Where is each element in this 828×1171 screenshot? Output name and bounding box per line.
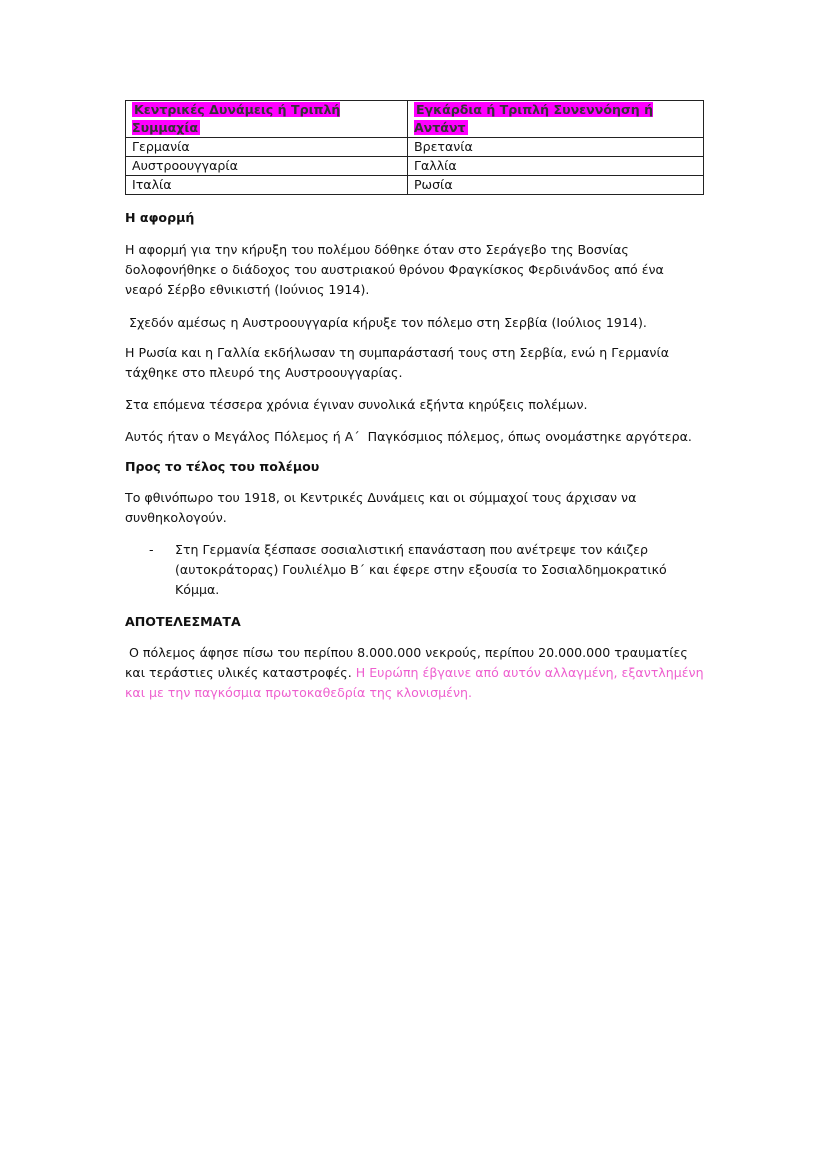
list-marker: -: [149, 542, 154, 557]
table-cell: Αυστροουγγαρία: [126, 157, 408, 176]
header-entente: Εγκάρδια ή Τριπλή Συνεννόηση ή Αντάντ: [407, 101, 703, 138]
alliances-table: [125, 100, 704, 195]
paragraph: Το φθινόπωρο του 1918, οι Κεντρικές Δυνάμεις και οι σύμμαχοί τους άρχισαν να συνθηκολογούν.: [125, 490, 637, 525]
table-cell: Ιταλία: [126, 176, 408, 195]
paragraph: Αυτός ήταν ο Μεγάλος Πόλεμος ή Α΄ Παγκόσμιος πόλεμος, όπως ονομάστηκε αργότερα.: [125, 429, 692, 444]
bullet-list: [125, 540, 685, 600]
paragraph: Η Ρωσία και η Γαλλία εκδήλωσαν τη συμπαράστασή τους στη Σερβία, ενώ η Γερμανία τάχθηκε στο πλευρό της Αυστροουγγαρίας.: [125, 345, 670, 380]
section-heading-cause: Η αφορμή: [125, 210, 195, 225]
paragraph: [125, 643, 710, 703]
table-row: [126, 138, 704, 157]
table-cell: Γαλλία: [407, 157, 703, 176]
table-row: [126, 176, 704, 195]
table-row: [126, 157, 704, 176]
table-header-row: [126, 101, 704, 138]
section-heading-end-of-war: Προς το τέλος του πολέμου: [125, 459, 320, 474]
table-cell: Ρωσία: [407, 176, 703, 195]
paragraph: Η αφορμή για την κήρυξη του πολέμου δόθηκε όταν στο Σεράγεβο της Βοσνίας δολοφονήθηκε ο διάδοχος του αυστριακού θρόνου Φραγκίσκος Φερδινάνδος από ένα νεαρό Σέρβο εθνικιστή (Ιούνιος 1914).: [125, 242, 664, 297]
paragraph: Σχεδόν αμέσως η Αυστροουγγαρία κήρυξε τον πόλεμο στη Σερβία (Ιούλιος 1914).: [125, 315, 647, 330]
section-heading-results: ΑΠΟΤΕΛΕΣΜΑΤΑ: [125, 614, 241, 629]
header-central-powers: Κεντρικές Δυνάμεις ή Τριπλή Συμμαχία: [126, 101, 408, 138]
paragraph: Στα επόμενα τέσσερα χρόνια έγιναν συνολικά εξήντα κηρύξεις πολέμων.: [125, 397, 588, 412]
table-cell: Γερμανία: [126, 138, 408, 157]
list-item-text: Στη Γερμανία ξέσπασε σοσιαλιστική επανάσταση που ανέτρεψε τον κάιζερ (αυτοκράτορας) Γουλιέλμο Β΄ και έφερε στην εξουσία το Σοσιαλδημοκρατικό Κόμμα.: [175, 542, 667, 597]
table-cell: Βρετανία: [407, 138, 703, 157]
results-text-pink: Η Ευρώπη έβγαινε από αυτόν αλλαγμένη, εξαντλημένη και με την παγκόσμια πρωτοκαθεδρία της κλονισμένη.: [125, 665, 708, 700]
results-text: Ο πόλεμος άφησε πίσω του περίπου 8.000.000 νεκρούς, περίπου 20.000.000 τραυματίες και τεράστιες υλικές καταστροφές.: [125, 645, 692, 680]
list-item: [125, 540, 685, 600]
